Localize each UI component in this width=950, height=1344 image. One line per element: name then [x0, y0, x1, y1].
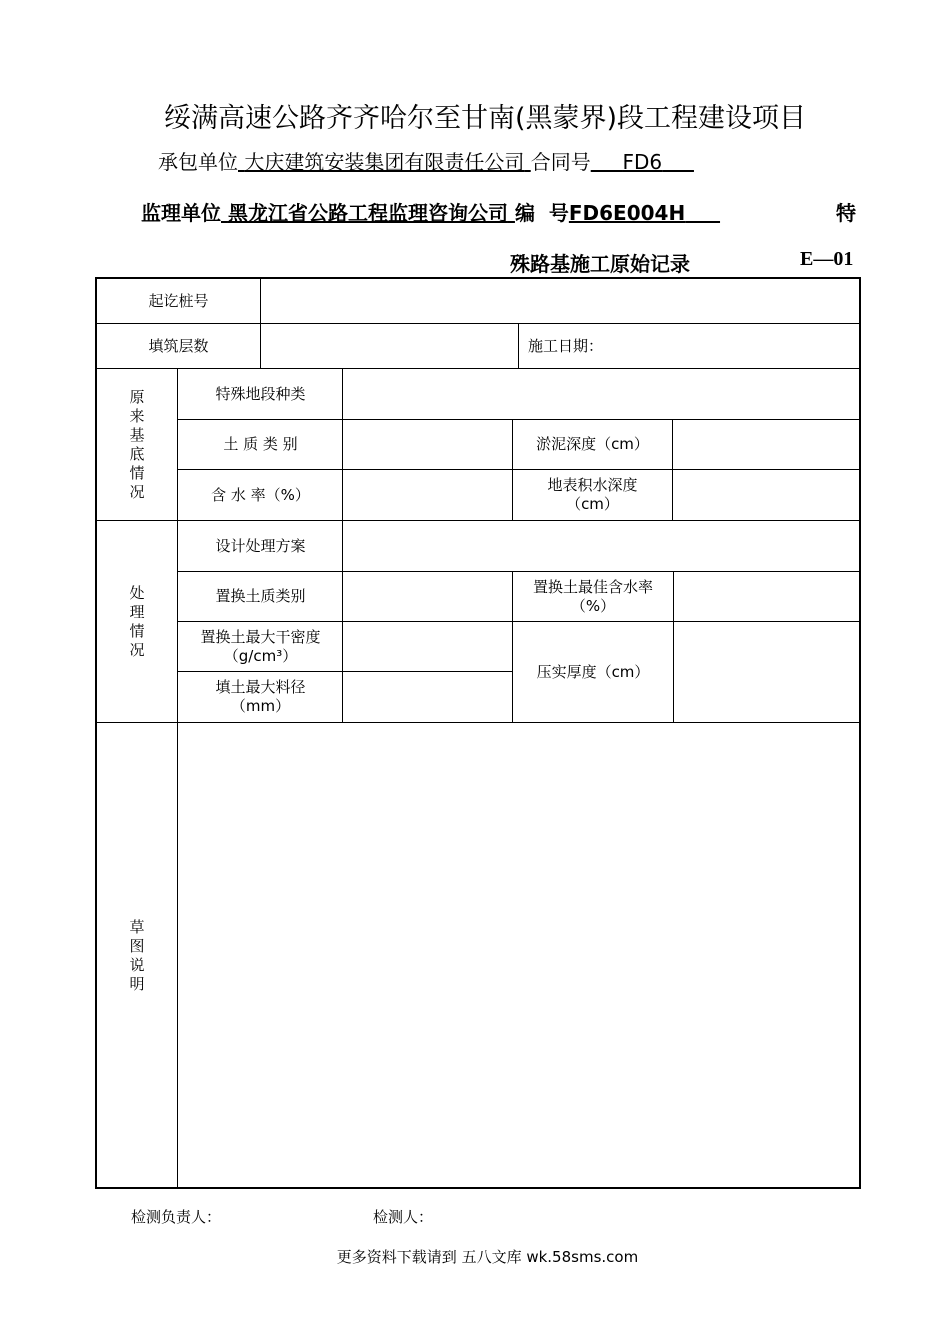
replacement-soil-type-field[interactable] [344, 572, 512, 621]
bottom-note: 更多资料下载请到 五八文库 wk.58sms.com [336, 1248, 639, 1266]
col-divider [673, 571, 674, 722]
construction-date-label: 施工日期： [528, 336, 604, 355]
sketch-area[interactable] [179, 723, 858, 1188]
serial-label: 编 号 [514, 201, 569, 225]
optimum-moisture-field[interactable] [675, 572, 858, 621]
contractor-label: 承包单位 [158, 150, 238, 174]
max-particle-size-field[interactable] [344, 672, 512, 722]
supervisor-value: 黑龙江省公路工程监理咨询公司 [227, 201, 508, 225]
design-scheme-field[interactable] [344, 521, 858, 571]
design-scheme-label: 设计处理方案 [215, 536, 306, 555]
contractor-line [158, 146, 694, 175]
original-base-group-label: 原 来 基 底 情 况 [129, 387, 145, 501]
layer-count-label: 填筑层数 [148, 336, 209, 355]
contract-no-value: FD6 [622, 150, 663, 174]
surface-water-depth-field[interactable] [674, 470, 858, 520]
surface-water-depth-label: 地表积水深度 （cm） [547, 476, 638, 513]
col-divider [342, 368, 343, 722]
optimum-moisture-label: 置换土最佳含水率 （%） [532, 577, 653, 615]
soil-type-field[interactable] [344, 420, 512, 469]
station-label: 起讫桩号 [148, 291, 209, 310]
silt-depth-label: 淤泥深度（cm） [536, 435, 649, 453]
max-dry-density-field[interactable] [344, 622, 512, 671]
soil-type-label: 土 质 类 别 [223, 435, 298, 453]
col-divider [260, 278, 261, 368]
layer-count-field[interactable] [262, 324, 518, 368]
contractor-value: 大庆建筑安装集团有限责任公司 [244, 150, 525, 174]
max-dry-density-label: 置换土最大干密度 （g/cm³） [200, 627, 321, 665]
water-content-label: 含 水 率（%） [211, 485, 310, 504]
supervisor-label: 监理单位 [141, 201, 221, 225]
col-divider [177, 368, 178, 1188]
supervisor-line [141, 197, 720, 226]
form-code: E—01 [800, 248, 854, 270]
compaction-thickness-field[interactable] [675, 622, 858, 722]
col-divider [672, 419, 673, 520]
inspector-label: 检测人： [373, 1208, 434, 1226]
station-value-field[interactable] [262, 279, 858, 323]
serial-value: FD6E004H [568, 201, 686, 225]
water-content-field[interactable] [344, 470, 512, 520]
sketch-group-label: 草 图 说 明 [129, 917, 145, 993]
inspector-in-charge-label: 检测负责人： [131, 1208, 222, 1226]
form-title-part1: 特 [836, 201, 856, 225]
document-title: 绥满高速公路齐齐哈尔至甘南(黑蒙界)段工程建设项目 [163, 103, 807, 134]
contract-no-label: 合同号 [530, 150, 591, 174]
special-section-type-label: 特殊地段种类 [215, 384, 306, 403]
compaction-thickness-label: 压实厚度（cm） [536, 662, 650, 681]
special-section-type-field[interactable] [344, 369, 858, 419]
max-particle-size-label: 填土最大料径 （mm） [215, 678, 306, 715]
form-title-part2: 殊路基施工原始记录 [510, 252, 690, 276]
replacement-soil-type-label: 置换土质类别 [215, 587, 306, 605]
treatment-group-label: 处 理 情 况 [129, 583, 145, 659]
silt-depth-field[interactable] [674, 420, 858, 469]
